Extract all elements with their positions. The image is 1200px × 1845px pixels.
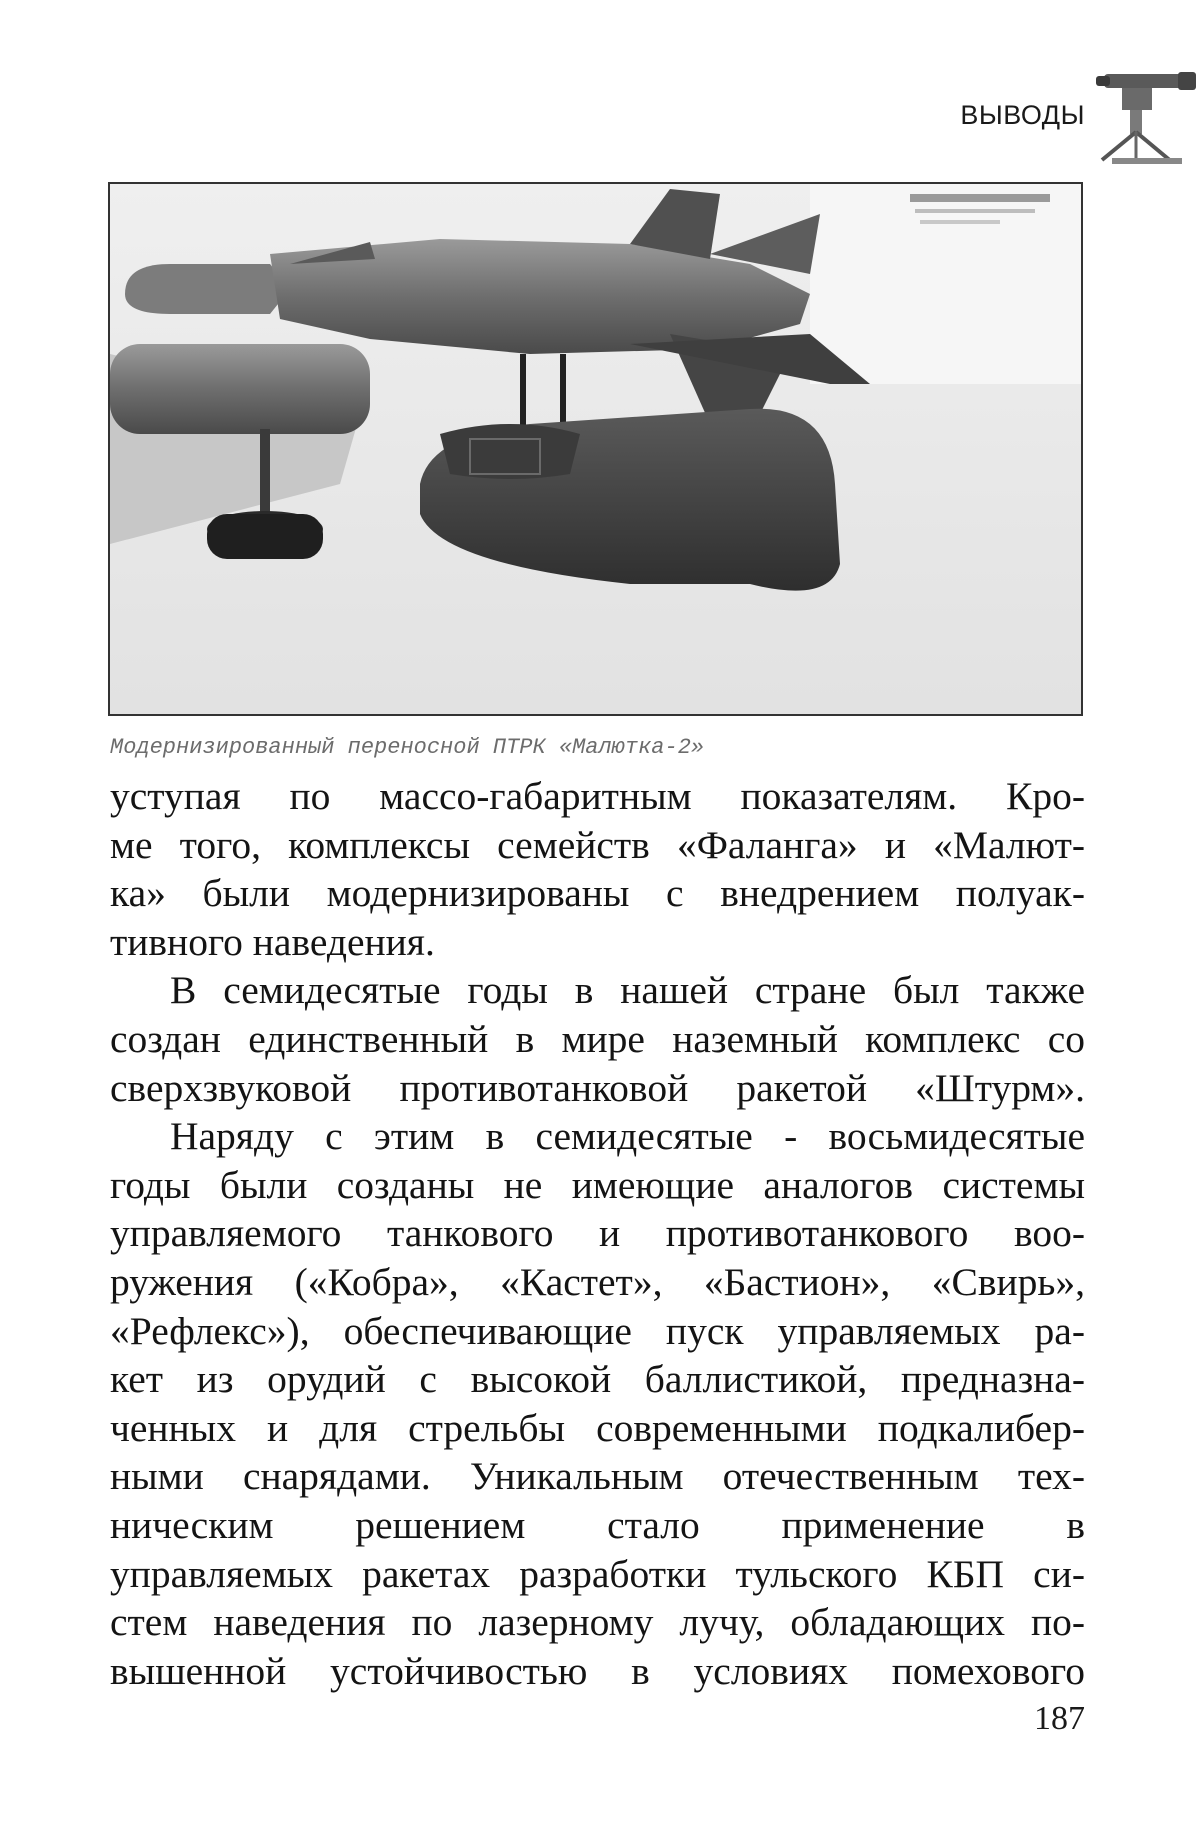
- missile-model-photo: [108, 182, 1083, 716]
- text-line: управляемого танкового и противотанкового воо-: [110, 1211, 1085, 1256]
- text-line: В семидесятые годы в нашей стране был также: [170, 968, 1085, 1013]
- text-line: ме того, комплексы семейств «Фаланга» и «Малют-: [110, 822, 1085, 867]
- text-line: ченных и для стрельбы современными подкалибер-: [110, 1405, 1085, 1450]
- running-title: ВЫВОДЫ: [960, 100, 1085, 130]
- paragraph: [110, 966, 1085, 1112]
- text-line: Наряду с этим в семидесятые - восьмидесятые: [170, 1114, 1085, 1159]
- figure-caption: Модернизированный переносной ПТРК «Малютка-2»: [110, 735, 705, 760]
- text-line: управляемых ракетах разработки тульского КБП си-: [110, 1551, 1085, 1596]
- text-line: тивного наведения.: [110, 919, 435, 964]
- atgm-launcher-icon: [1092, 72, 1200, 168]
- body-text: [110, 772, 1085, 1695]
- text-line: стем наведения по лазерному лучу, обладающих по-: [110, 1600, 1085, 1645]
- text-line: кет из орудий с высокой баллистикой, предназна-: [110, 1357, 1085, 1402]
- text-line: сверхзвуковой противотанковой ракетой «Штурм».: [110, 1065, 1085, 1110]
- text-line: ническим решением стало применение в: [110, 1502, 1085, 1547]
- text-line: ными снарядами. Уникальным отечественным тех-: [110, 1454, 1085, 1499]
- text-line: годы были созданы не имеющие аналогов системы: [110, 1162, 1085, 1207]
- page-number: 187: [1034, 1700, 1085, 1737]
- text-line: ка» были модернизированы с внедрением полуак-: [110, 871, 1085, 916]
- paragraph: [110, 1112, 1085, 1695]
- text-line: ружения («Кобра», «Кастет», «Бастион», «Свирь»,: [110, 1259, 1085, 1304]
- paragraph: [110, 772, 1085, 966]
- text-line: уступая по массо-габаритным показателям. Кро-: [110, 774, 1085, 818]
- text-line: вышенной устойчивостью в условиях помехового: [110, 1648, 1085, 1693]
- text-line: создан единственный в мире наземный комплекс со: [110, 1016, 1085, 1061]
- text-line: «Рефлекс»), обеспечивающие пуск управляемых ра-: [110, 1308, 1085, 1353]
